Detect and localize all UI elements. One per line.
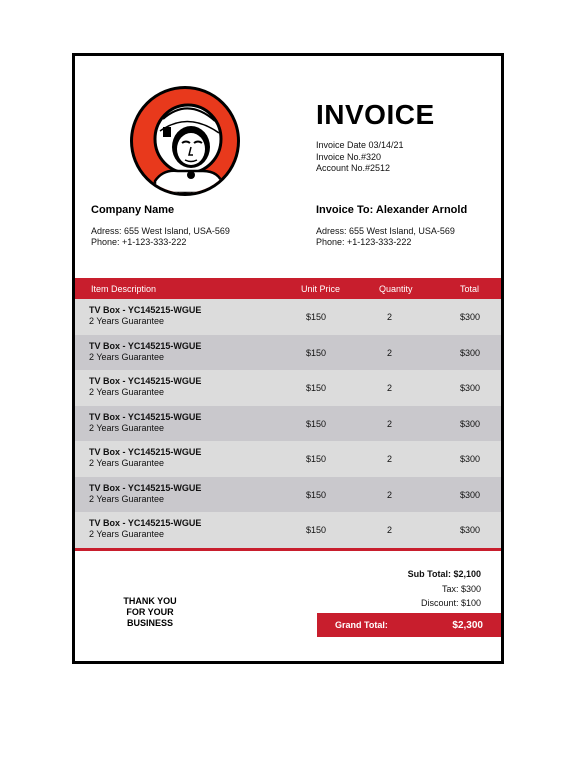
item-description — [89, 447, 201, 469]
item-unit-price: $150 — [306, 489, 327, 500]
totals-summary — [408, 567, 481, 611]
account-number: Account No.#2512 — [316, 163, 391, 173]
item-name: TV Box - YC145215-WGUE — [89, 340, 202, 351]
table-row — [75, 406, 501, 442]
item-quantity: 2 — [387, 418, 393, 429]
item-guarantee: 2 Years Guarantee — [89, 493, 165, 504]
item-total: $300 — [460, 489, 481, 500]
header-total: Total — [460, 284, 480, 294]
invoice-date: Invoice Date 03/14/21 — [316, 140, 404, 150]
grand-total-value: $2,300 — [452, 620, 483, 631]
item-name: TV Box - YC145215-WGUE — [89, 376, 202, 386]
item-unit-price: $150 — [306, 525, 327, 535]
invoice-meta — [316, 140, 404, 175]
table-header — [75, 278, 501, 299]
table-row — [75, 512, 501, 548]
thank-you-line2: FOR YOUR BUSINESS — [126, 607, 174, 628]
item-guarantee: 2 Years Guarantee — [89, 422, 165, 433]
item-unit-price: $150 — [306, 347, 327, 358]
invoice-to-heading: Invoice To: Alexander Arnold — [316, 204, 468, 216]
item-unit-price: $150 — [306, 454, 327, 464]
thank-you-line1: THANK YOU — [123, 596, 177, 606]
item-name: TV Box - YC145215-WGUE — [89, 518, 202, 528]
item-guarantee: 2 Years Guarantee — [89, 529, 165, 539]
invoice-number: Invoice No.#320 — [316, 151, 382, 162]
company-contact — [91, 226, 230, 248]
discount: Discount: $100 — [420, 598, 481, 608]
item-unit-price: $150 — [306, 312, 327, 322]
thank-you-note — [105, 596, 195, 629]
item-quantity: 2 — [387, 525, 393, 535]
table-row — [75, 477, 501, 513]
item-description — [89, 483, 201, 505]
item-name: TV Box - YC145215-WGUE — [89, 447, 202, 457]
astronaut-logo-icon — [130, 86, 240, 196]
company-address: Adress: 655 West Island, USA-569 — [91, 226, 230, 236]
item-description — [89, 518, 201, 540]
item-total: $300 — [460, 454, 481, 464]
company-name: Company Name — [91, 204, 175, 216]
table-divider — [75, 548, 501, 551]
item-quantity: 2 — [387, 454, 393, 464]
item-guarantee: 2 Years Guarantee — [89, 316, 165, 326]
client-contact — [316, 226, 455, 248]
item-total: $300 — [460, 347, 481, 358]
invoice-title: INVOICE — [316, 99, 435, 130]
item-name: TV Box - YC145215-WGUE — [89, 482, 202, 493]
item-unit-price: $150 — [306, 383, 327, 393]
item-quantity: 2 — [387, 489, 393, 500]
item-name: TV Box - YC145215-WGUE — [89, 411, 202, 422]
company-phone: Phone: +1-123-333-222 — [91, 237, 187, 247]
item-unit-price: $150 — [306, 418, 327, 429]
header-unit-price: Unit Price — [301, 284, 341, 294]
item-total: $300 — [460, 383, 481, 393]
item-quantity: 2 — [387, 312, 393, 322]
item-description — [89, 412, 201, 434]
header-item-description: Item Description — [91, 284, 157, 294]
grand-total-label: Grand Total: — [335, 620, 388, 630]
tax: Tax: $300 — [441, 583, 481, 594]
item-description — [89, 341, 201, 363]
client-phone: Phone: +1-123-333-222 — [316, 237, 412, 247]
item-name: TV Box - YC145215-WGUE — [89, 305, 202, 315]
item-quantity: 2 — [387, 383, 393, 393]
header-quantity: Quantity — [379, 284, 413, 294]
table-row — [75, 335, 501, 371]
table-body — [75, 299, 501, 548]
client-address: Adress: 655 West Island, USA-569 — [316, 226, 455, 236]
table-row — [75, 299, 501, 335]
item-total: $300 — [460, 525, 481, 535]
table-row — [75, 370, 501, 406]
item-description — [89, 376, 201, 398]
item-guarantee: 2 Years Guarantee — [89, 458, 165, 468]
item-total: $300 — [460, 312, 481, 322]
item-quantity: 2 — [387, 347, 393, 358]
item-description — [89, 305, 201, 327]
table-row — [75, 441, 501, 477]
item-guarantee: 2 Years Guarantee — [89, 351, 165, 362]
grand-total-bar — [317, 613, 501, 637]
subtotal: Sub Total: $2,100 — [407, 569, 481, 579]
item-total: $300 — [460, 418, 481, 429]
item-guarantee: 2 Years Guarantee — [89, 387, 165, 397]
invoice-page — [72, 53, 504, 664]
